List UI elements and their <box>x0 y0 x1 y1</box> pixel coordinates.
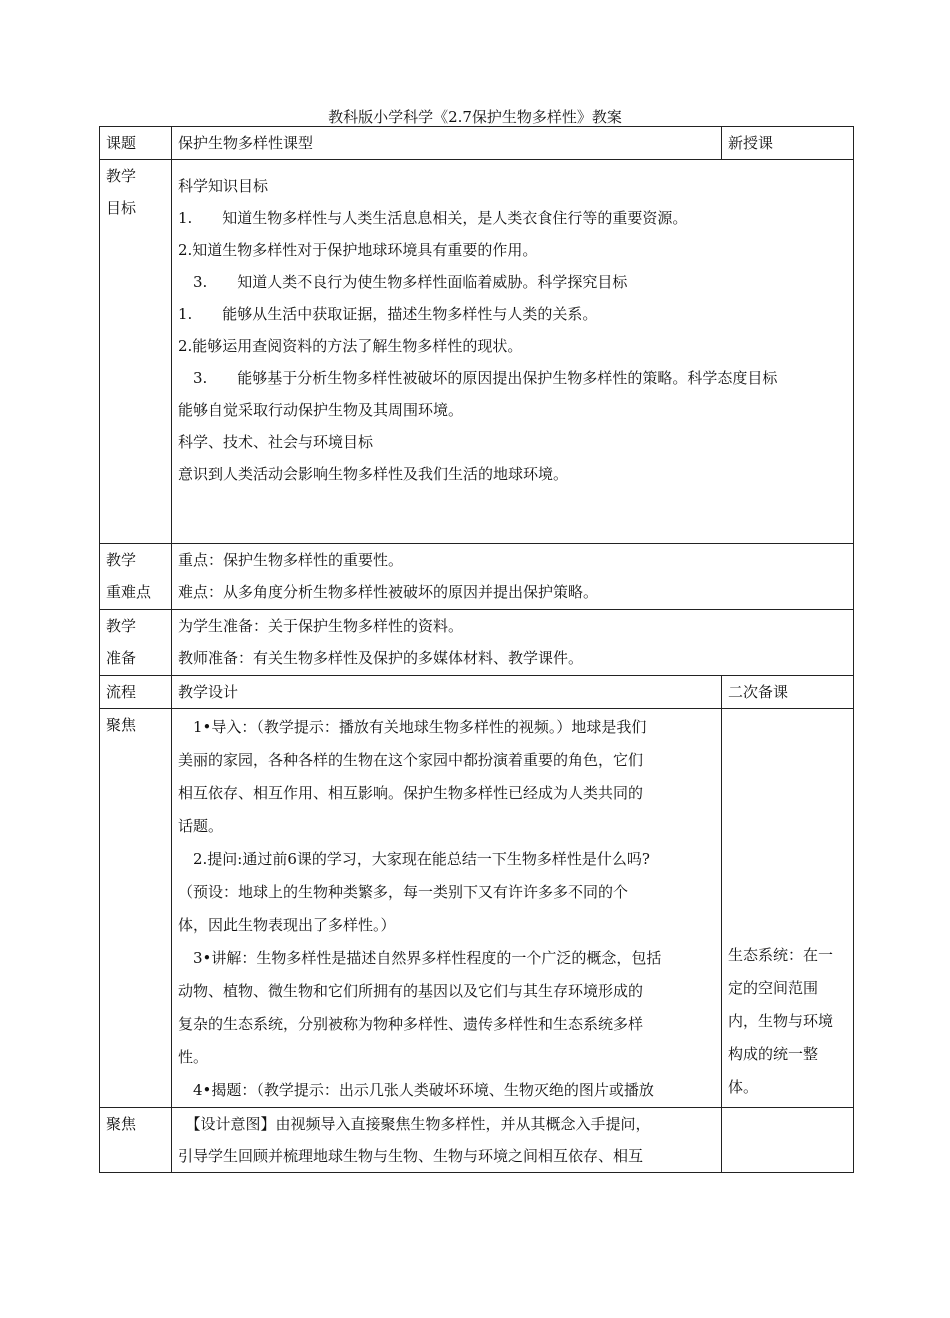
note-line: 构成的统一整 <box>728 1045 819 1063</box>
topic-label: 课题 <box>100 127 172 160</box>
focus-intent-row <box>100 1108 854 1173</box>
objective-line: 科学知识目标 <box>178 177 269 195</box>
focus-intent-content <box>172 1108 722 1173</box>
key-points-label-line1: 教学 <box>106 551 137 569</box>
preparation-line: 教师准备：有关生物多样性及保护的多媒体材料、教学课件。 <box>178 649 584 667</box>
objective-line: 2.能够运用查阅资料的方法了解生物多样性的现状。 <box>178 337 523 355</box>
focus-intent-note <box>722 1108 854 1173</box>
focus-content <box>172 709 722 1108</box>
topic-value: 保护生物多样性课型 <box>172 127 722 160</box>
intent-line: 引导学生回顾并梳理地球生物与生物、生物与环境之间相互依存、相互 <box>178 1147 644 1165</box>
key-point-line: 难点：从多角度分析生物多样性被破坏的原因并提出保护策略。 <box>178 583 599 601</box>
lesson-plan-table <box>99 126 854 1173</box>
objectives-content <box>172 160 854 544</box>
focus-line: （预设：地球上的生物种类繁多，每一类别下又有许许多多不同的个 <box>178 883 629 901</box>
focus-line: 性。 <box>178 1048 209 1066</box>
preparation-label-line1: 教学 <box>106 617 137 635</box>
key-points-label-line2: 重难点 <box>106 583 152 601</box>
objective-line: 1. 能够从生活中获取证据，描述生物多样性与人类的关系。 <box>178 305 598 323</box>
key-points-row <box>100 544 854 610</box>
note-line: 生态系统：在一 <box>728 946 834 964</box>
notes-header: 二次备课 <box>722 676 854 709</box>
objective-line: 3. 能够基于分析生物多样性被破坏的原因提出保护生物多样性的策略。科学态度目标 <box>178 369 778 387</box>
intent-line: 【设计意图】由视频导入直接聚焦生物多样性，并从其概念入手提问， <box>178 1115 651 1133</box>
document-title: 教科版小学科学《2.7保护生物多样性》教案 <box>328 108 622 126</box>
focus-line: 话题。 <box>178 817 224 835</box>
objectives-label-line1: 教学 <box>106 167 137 185</box>
focus-line: 美丽的家园，各种各样的生物在这个家园中都扮演着重要的角色，它们 <box>178 751 644 769</box>
preparation-label-line2: 准备 <box>106 649 137 667</box>
process-label: 流程 <box>100 676 172 709</box>
objective-line: 1. 知道生物多样性与人类生活息息相关，是人类衣食住行等的重要资源。 <box>178 209 688 227</box>
key-point-line: 重点：保护生物多样性的重要性。 <box>178 551 404 569</box>
focus-note <box>722 709 854 1108</box>
preparation-label <box>100 610 172 676</box>
objective-line: 能够自觉采取行动保护生物及其周围环境。 <box>178 401 464 419</box>
focus-line: 1•导入：（教学提示：播放有关地球生物多样性的视频。）地球是我们 <box>178 718 647 736</box>
focus-line: 2.提问:通过前6课的学习，大家现在能总结一下生物多样性是什么吗? <box>178 850 650 868</box>
objective-line: 2.知道生物多样性对于保护地球环境具有重要的作用。 <box>178 241 538 259</box>
focus-intent-label: 聚焦 <box>100 1108 172 1173</box>
objective-line: 科学、技术、社会与环境目标 <box>178 433 374 451</box>
focus-row <box>100 709 854 1108</box>
key-points-label <box>100 544 172 610</box>
focus-line: 动物、植物、微生物和它们所拥有的基因以及它们与其生存环境形成的 <box>178 982 644 1000</box>
process-header-row <box>100 676 854 709</box>
focus-line: 3•讲解：生物多样性是描述自然界多样性程度的一个广泛的概念，包括 <box>178 949 662 967</box>
preparation-line: 为学生准备：关于保护生物多样性的资料。 <box>178 617 464 635</box>
preparation-row <box>100 610 854 676</box>
objectives-label <box>100 160 172 544</box>
lesson-type: 新授课 <box>722 127 854 160</box>
focus-line: 复杂的生态系统，分别被称为物种多样性、遗传多样性和生态系统多样 <box>178 1015 644 1033</box>
preparation-content <box>172 610 854 676</box>
focus-label: 聚焦 <box>100 709 172 1108</box>
objective-line: 意识到人类活动会影响生物多样性及我们生活的地球环境。 <box>178 465 569 483</box>
objectives-label-line2: 目标 <box>106 199 137 217</box>
focus-line: 4•揭题：（教学提示：出示几张人类破坏环境、生物灭绝的图片或播放 <box>178 1081 654 1099</box>
note-line: 体。 <box>728 1078 759 1096</box>
note-line: 内，生物与环境 <box>728 1012 834 1030</box>
design-header: 教学设计 <box>172 676 722 709</box>
note-line: 定的空间范围 <box>728 979 819 997</box>
topic-row <box>100 127 854 160</box>
focus-line: 体，因此生物表现出了多样性。） <box>178 916 396 934</box>
objective-line: 3. 知道人类不良行为使生物多样性面临着威胁。科学探究目标 <box>178 273 628 291</box>
key-points-content <box>172 544 854 610</box>
objectives-row <box>100 160 854 544</box>
focus-line: 相互依存、相互作用、相互影响。保护生物多样性已经成为人类共同的 <box>178 784 644 802</box>
